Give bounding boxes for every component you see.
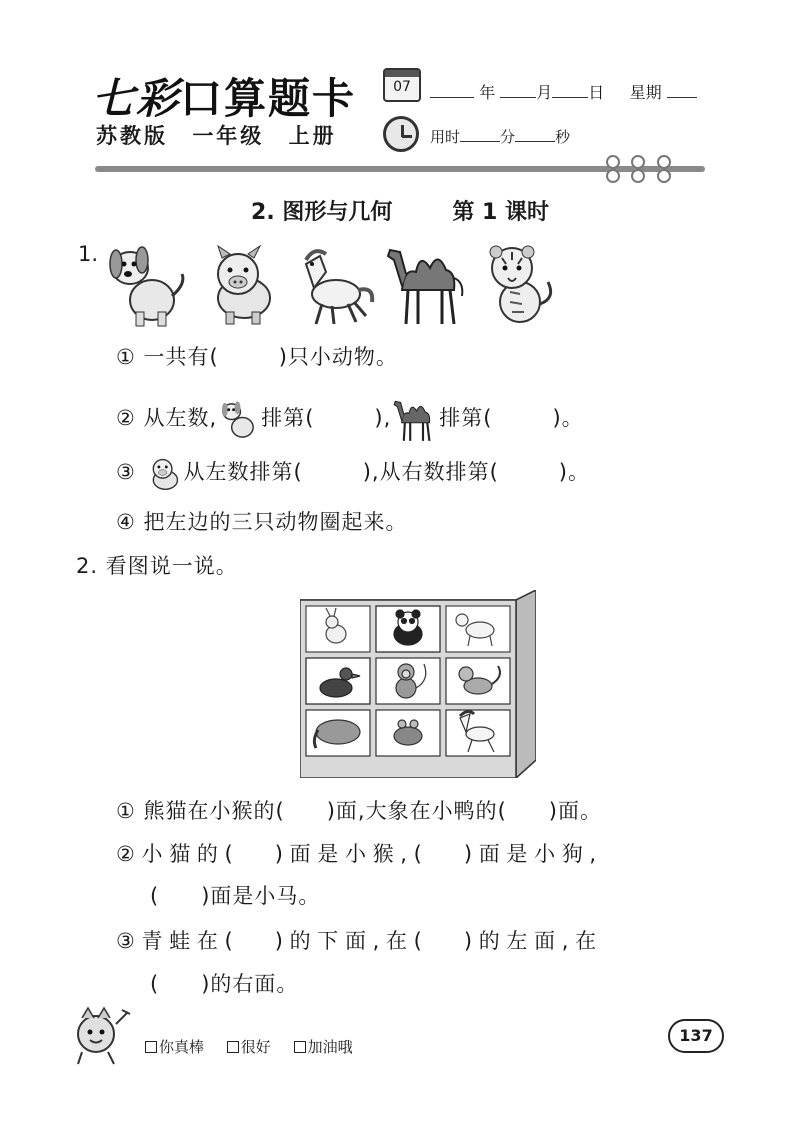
edition-volume: 上册 bbox=[288, 124, 337, 148]
q2-item-2-text-a: 小 猫 的 ( bbox=[141, 842, 233, 866]
q2-item-2-text-b: ) 面 是 小 猴 , ( bbox=[274, 842, 422, 866]
q2-item-2-cont bbox=[150, 880, 320, 910]
minute-label: 分 bbox=[500, 128, 516, 146]
q1-item-2-text-e: )。 bbox=[552, 406, 584, 430]
q1-item-3 bbox=[116, 452, 590, 494]
q1-item-2-text-d: 排第( bbox=[439, 406, 493, 430]
q2-item-2 bbox=[116, 838, 596, 868]
item-number: ① bbox=[116, 345, 136, 369]
q2-item-3-text-a: 青 蛙 在 ( bbox=[141, 929, 233, 953]
section-title: 2. 图形与几何 bbox=[251, 200, 393, 225]
option-great[interactable] bbox=[145, 1038, 204, 1056]
second-label: 秒 bbox=[555, 128, 571, 146]
q1-item-3-text-c: )。 bbox=[558, 460, 590, 484]
pig-icon bbox=[144, 452, 184, 494]
brand-part1: 七彩 bbox=[92, 74, 181, 123]
calendar-day: 07 bbox=[393, 79, 411, 95]
item-number: ③ bbox=[116, 929, 135, 953]
question-2-header bbox=[76, 550, 238, 580]
weekday-label: 星期 bbox=[629, 83, 662, 102]
dog-icon bbox=[102, 238, 188, 328]
question-2-prompt: 看图说一说。 bbox=[105, 554, 238, 578]
binder-pin bbox=[660, 157, 664, 181]
binder-pin bbox=[609, 157, 613, 181]
dog-icon bbox=[217, 397, 261, 441]
binder-pin bbox=[634, 157, 638, 181]
page-number: 137 bbox=[668, 1019, 724, 1053]
edition-info bbox=[96, 120, 351, 150]
checkbox[interactable] bbox=[145, 1041, 157, 1053]
q2-item-1 bbox=[116, 795, 602, 825]
clock-icon bbox=[383, 116, 419, 152]
cabinet-slot-dog bbox=[446, 606, 510, 652]
cabinet-slot-frog bbox=[376, 710, 440, 756]
pig-icon bbox=[198, 238, 284, 328]
option-keep-going-label: 加油哦 bbox=[307, 1038, 353, 1056]
cabinet-slot-panda bbox=[376, 606, 440, 652]
q2-item-2-text-d: ( bbox=[150, 884, 160, 908]
edition-grade: 一年级 bbox=[192, 124, 265, 148]
cabinet-slot-monkey bbox=[376, 658, 440, 704]
q1-item-4 bbox=[116, 506, 408, 536]
time-used-label: 用时 bbox=[430, 128, 461, 146]
item-number: ④ bbox=[116, 510, 136, 534]
month-blank[interactable] bbox=[500, 84, 536, 98]
question-2-number: 2. bbox=[76, 554, 99, 578]
q1-item-4-text: 把左边的三只动物圈起来。 bbox=[143, 510, 408, 534]
cabinet-slot-duck bbox=[306, 658, 370, 704]
weekday-blank[interactable] bbox=[667, 84, 697, 98]
q1-item-2 bbox=[116, 395, 584, 443]
item-number: ② bbox=[116, 406, 136, 430]
q2-item-3-text-d: ( bbox=[150, 972, 160, 996]
option-keep-going[interactable] bbox=[294, 1038, 353, 1056]
item-number: ③ bbox=[116, 460, 136, 484]
brand-part2: 口算题卡 bbox=[180, 74, 357, 123]
option-good-label: 很好 bbox=[240, 1038, 271, 1056]
day-blank[interactable] bbox=[552, 84, 588, 98]
year-label: 年 bbox=[479, 83, 496, 102]
q2-item-2-text-e: )面是小马。 bbox=[201, 884, 321, 908]
cabinet-slot-elephant bbox=[306, 710, 370, 756]
question-1-number: 1. bbox=[78, 242, 99, 266]
item-number: ② bbox=[116, 842, 135, 866]
q2-item-3-cont bbox=[150, 968, 298, 998]
brand-logo bbox=[92, 66, 356, 126]
q1-item-3-text-a: 从左数排第( bbox=[183, 460, 303, 484]
time-fill-line bbox=[430, 126, 570, 147]
q2-item-1-text-c: )面。 bbox=[548, 799, 602, 823]
q1-item-3-text-b: ),从右数排第( bbox=[362, 460, 499, 484]
q2-item-3-text-c: ) 的 左 面 , 在 bbox=[463, 929, 597, 953]
q1-item-2-text-b: 排第( bbox=[261, 406, 315, 430]
tiger-icon bbox=[476, 238, 562, 328]
month-label: 月 bbox=[536, 83, 553, 102]
year-blank[interactable] bbox=[430, 84, 474, 98]
lesson-title: 第 1 课时 bbox=[452, 200, 549, 225]
camel-icon bbox=[391, 395, 439, 443]
mascot-icon bbox=[68, 1004, 134, 1068]
q2-item-1-text-a: 熊猫在小猴的( bbox=[143, 799, 285, 823]
second-blank[interactable] bbox=[515, 128, 555, 142]
item-number: ① bbox=[116, 799, 136, 823]
option-great-label: 你真棒 bbox=[159, 1038, 205, 1056]
q1-item-1 bbox=[116, 341, 398, 371]
q1-item-1-text-a: 一共有( bbox=[143, 345, 219, 369]
animal-cabinet bbox=[300, 590, 536, 778]
page-title bbox=[0, 195, 800, 226]
q1-item-2-text-c: ), bbox=[374, 406, 392, 430]
q2-item-1-text-b: )面,大象在小鸭的( bbox=[326, 799, 507, 823]
cabinet-slot-rabbit bbox=[306, 606, 370, 652]
horse-icon bbox=[292, 238, 378, 328]
day-label: 日 bbox=[588, 83, 605, 102]
q2-item-3 bbox=[116, 925, 596, 955]
q2-item-3-text-e: )的右面。 bbox=[201, 972, 299, 996]
self-assessment bbox=[145, 1036, 371, 1057]
cabinet-slot-cat bbox=[446, 658, 510, 704]
checkbox[interactable] bbox=[294, 1041, 306, 1053]
q2-item-2-text-c: ) 面 是 小 狗 , bbox=[463, 842, 597, 866]
edition-publisher: 苏教版 bbox=[96, 124, 168, 148]
date-fill-line bbox=[430, 80, 697, 103]
q2-item-3-text-b: ) 的 下 面 , 在 ( bbox=[274, 929, 422, 953]
option-good[interactable] bbox=[227, 1038, 271, 1056]
q1-item-2-text-a: 从左数, bbox=[143, 406, 218, 430]
cabinet-slot-horse bbox=[446, 710, 510, 756]
q1-item-1-text-b: )只小动物。 bbox=[278, 345, 398, 369]
checkbox[interactable] bbox=[227, 1041, 239, 1053]
calendar-icon bbox=[383, 68, 421, 102]
camel-icon bbox=[384, 238, 470, 328]
minute-blank[interactable] bbox=[460, 128, 500, 142]
